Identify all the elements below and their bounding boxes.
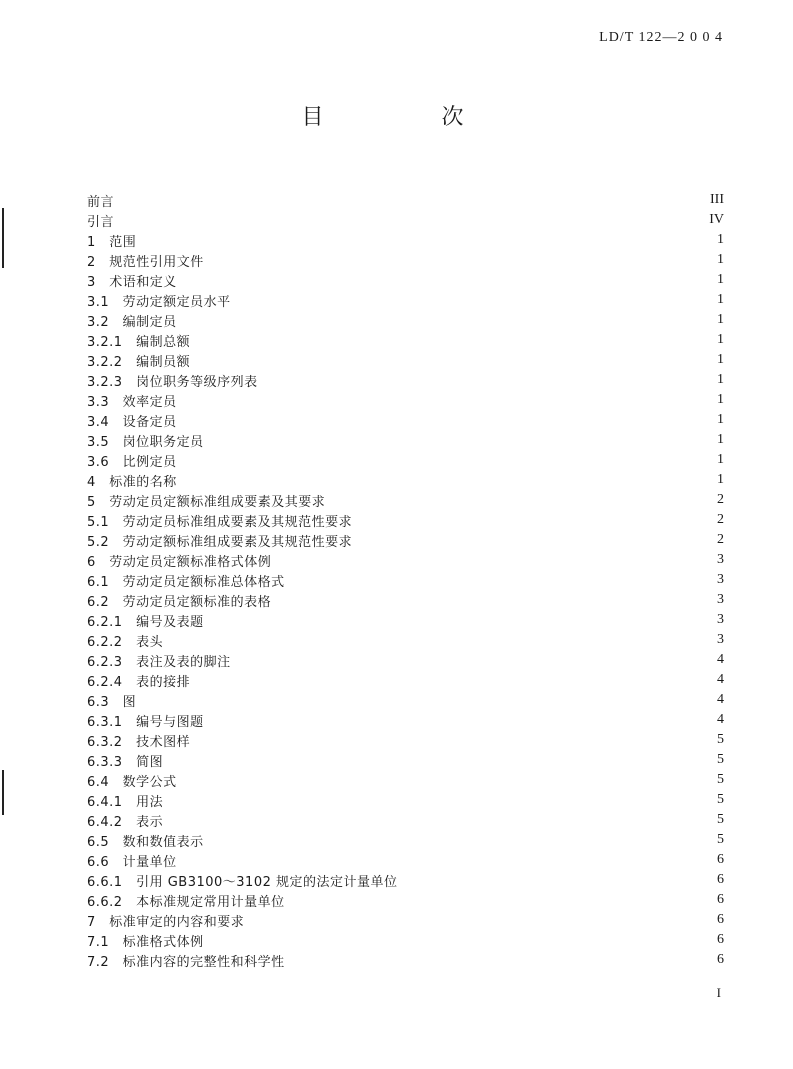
toc-entry-page: 5 [717, 792, 724, 807]
document-code: LD/T 122—2 0 0 4 [599, 30, 723, 45]
toc-entry-page: 1 [717, 332, 724, 347]
toc-entry-label: 6.3.3 简图 [87, 754, 164, 770]
toc-entry-label: 6.1 劳动定员定额标准总体格式 [87, 574, 285, 590]
toc-entry-label: 7.2 标准内容的完整性和科学性 [87, 954, 285, 970]
toc-entry[interactable] [87, 430, 724, 450]
toc-entry-page: 4 [717, 652, 724, 667]
toc-entry-label: 5.1 劳动定员标准组成要素及其规范性要求 [87, 514, 353, 530]
toc-entry-page: 1 [717, 232, 724, 247]
toc-entry[interactable] [87, 910, 724, 930]
toc-entry-label: 6.4 数学公式 [87, 774, 177, 790]
toc-entry-label: 引言 [87, 214, 115, 230]
toc-entry[interactable] [87, 270, 724, 290]
page-number: I [716, 985, 721, 1000]
toc-entry-page: 5 [717, 752, 724, 767]
toc-entry-label: 6.4.1 用法 [87, 794, 164, 810]
toc-entry-label: 3.1 劳动定额定员水平 [87, 294, 231, 310]
toc-entry-page: 3 [717, 552, 724, 567]
toc-entry-label: 6.2.3 表注及表的脚注 [87, 654, 231, 670]
toc-entry-label: 4 标准的名称 [87, 474, 177, 490]
toc-entry-label: 7 标准审定的内容和要求 [87, 914, 245, 930]
toc-entry[interactable] [87, 330, 724, 350]
toc-entry-label: 6.2 劳动定员定额标准的表格 [87, 594, 272, 610]
toc-entry[interactable] [87, 730, 724, 750]
toc-entry[interactable] [87, 930, 724, 950]
toc-entry-label: 7.1 标准格式体例 [87, 934, 204, 950]
toc-entry-page: 2 [717, 512, 724, 527]
toc-entry-page: 1 [717, 372, 724, 387]
toc-entry[interactable] [87, 450, 724, 470]
toc-entry[interactable] [87, 790, 724, 810]
toc-entry-label: 6.3.1 编号与图题 [87, 714, 204, 730]
toc-entry[interactable] [87, 350, 724, 370]
table-of-contents [87, 190, 724, 970]
toc-entry[interactable] [87, 630, 724, 650]
toc-entry-page: 5 [717, 772, 724, 787]
toc-entry[interactable] [87, 370, 724, 390]
toc-entry-label: 6.6 计量单位 [87, 854, 177, 870]
toc-entry-page: 1 [717, 472, 724, 487]
toc-entry[interactable] [87, 490, 724, 510]
toc-entry-label: 3 术语和定义 [87, 274, 177, 290]
toc-entry-label: 6.6.1 引用 GB3100～3102 规定的法定计量单位 [87, 874, 398, 890]
toc-entry-page: 6 [717, 912, 724, 927]
toc-entry-label: 1 范围 [87, 234, 137, 250]
toc-entry[interactable] [87, 510, 724, 530]
toc-entry[interactable] [87, 670, 724, 690]
toc-entry-page: 1 [717, 392, 724, 407]
toc-entry-label: 3.2 编制定员 [87, 314, 177, 330]
toc-entry[interactable] [87, 890, 724, 910]
toc-entry-label: 5.2 劳动定额标准组成要素及其规范性要求 [87, 534, 353, 550]
toc-entry-page: 1 [717, 352, 724, 367]
toc-entry-page: 4 [717, 672, 724, 687]
toc-entry[interactable] [87, 470, 724, 490]
toc-entry[interactable] [87, 310, 724, 330]
toc-entry-label: 6.5 数和数值表示 [87, 834, 204, 850]
toc-entry[interactable] [87, 210, 724, 230]
toc-entry-page: 1 [717, 272, 724, 287]
toc-entry-label: 6 劳动定员定额标准格式体例 [87, 554, 272, 570]
toc-entry[interactable] [87, 810, 724, 830]
toc-entry-page: IV [709, 212, 724, 227]
toc-entry-page: 3 [717, 572, 724, 587]
toc-entry-page: 3 [717, 592, 724, 607]
toc-entry-page: 1 [717, 312, 724, 327]
toc-entry[interactable] [87, 590, 724, 610]
toc-entry-page: 1 [717, 432, 724, 447]
toc-entry-label: 3.6 比例定员 [87, 454, 177, 470]
toc-entry[interactable] [87, 570, 724, 590]
toc-entry[interactable] [87, 950, 724, 970]
toc-entry-label: 6.3.2 技术图样 [87, 734, 191, 750]
page-title: 目 次 [301, 105, 512, 130]
toc-entry-page: III [710, 192, 724, 207]
toc-entry-page: 3 [717, 612, 724, 627]
toc-entry-page: 4 [717, 692, 724, 707]
toc-entry[interactable] [87, 390, 724, 410]
toc-entry[interactable] [87, 650, 724, 670]
toc-entry[interactable] [87, 750, 724, 770]
toc-entry[interactable] [87, 690, 724, 710]
toc-entry[interactable] [87, 290, 724, 310]
toc-entry-page: 2 [717, 492, 724, 507]
toc-entry-label: 3.3 效率定员 [87, 394, 177, 410]
toc-entry-page: 1 [717, 252, 724, 267]
toc-entry-page: 6 [717, 952, 724, 967]
toc-entry-label: 3.2.1 编制总额 [87, 334, 191, 350]
toc-entry[interactable] [87, 850, 724, 870]
toc-entry[interactable] [87, 550, 724, 570]
toc-entry[interactable] [87, 770, 724, 790]
toc-entry-page: 1 [717, 412, 724, 427]
toc-entry-label: 6.6.2 本标准规定常用计量单位 [87, 894, 285, 910]
toc-entry-page: 5 [717, 732, 724, 747]
toc-entry-label: 前言 [87, 194, 115, 210]
toc-entry-label: 5 劳动定员定额标准组成要素及其要求 [87, 494, 326, 510]
toc-entry[interactable] [87, 410, 724, 430]
toc-entry-page: 6 [717, 932, 724, 947]
toc-entry-label: 6.2.1 编号及表题 [87, 614, 204, 630]
toc-entry-label: 3.4 设备定员 [87, 414, 177, 430]
toc-entry-page: 6 [717, 852, 724, 867]
toc-entry-page: 3 [717, 632, 724, 647]
toc-entry-label: 3.2.2 编制员额 [87, 354, 191, 370]
toc-entry-page: 5 [717, 832, 724, 847]
binding-mark [2, 208, 4, 268]
binding-mark [2, 770, 4, 815]
toc-entry-label: 6.2.2 表头 [87, 634, 164, 650]
toc-entry-page: 6 [717, 872, 724, 887]
toc-entry-label: 6.2.4 表的接排 [87, 674, 191, 690]
toc-entry-page: 5 [717, 812, 724, 827]
toc-entry[interactable] [87, 530, 724, 550]
toc-entry-page: 4 [717, 712, 724, 727]
toc-entry[interactable] [87, 250, 724, 270]
toc-entry[interactable] [87, 190, 724, 210]
toc-entry-page: 6 [717, 892, 724, 907]
toc-entry-page: 1 [717, 292, 724, 307]
toc-entry-page: 1 [717, 452, 724, 467]
toc-entry-label: 6.4.2 表示 [87, 814, 164, 830]
toc-entry-label: 2 规范性引用文件 [87, 254, 204, 270]
toc-entry-label: 3.5 岗位职务定员 [87, 434, 204, 450]
toc-entry[interactable] [87, 830, 724, 850]
toc-entry[interactable] [87, 230, 724, 250]
toc-entry[interactable] [87, 710, 724, 730]
toc-entry[interactable] [87, 870, 724, 890]
toc-entry-label: 3.2.3 岗位职务等级序列表 [87, 374, 258, 390]
toc-entry[interactable] [87, 610, 724, 630]
toc-entry-label: 6.3 图 [87, 694, 137, 710]
toc-entry-page: 2 [717, 532, 724, 547]
